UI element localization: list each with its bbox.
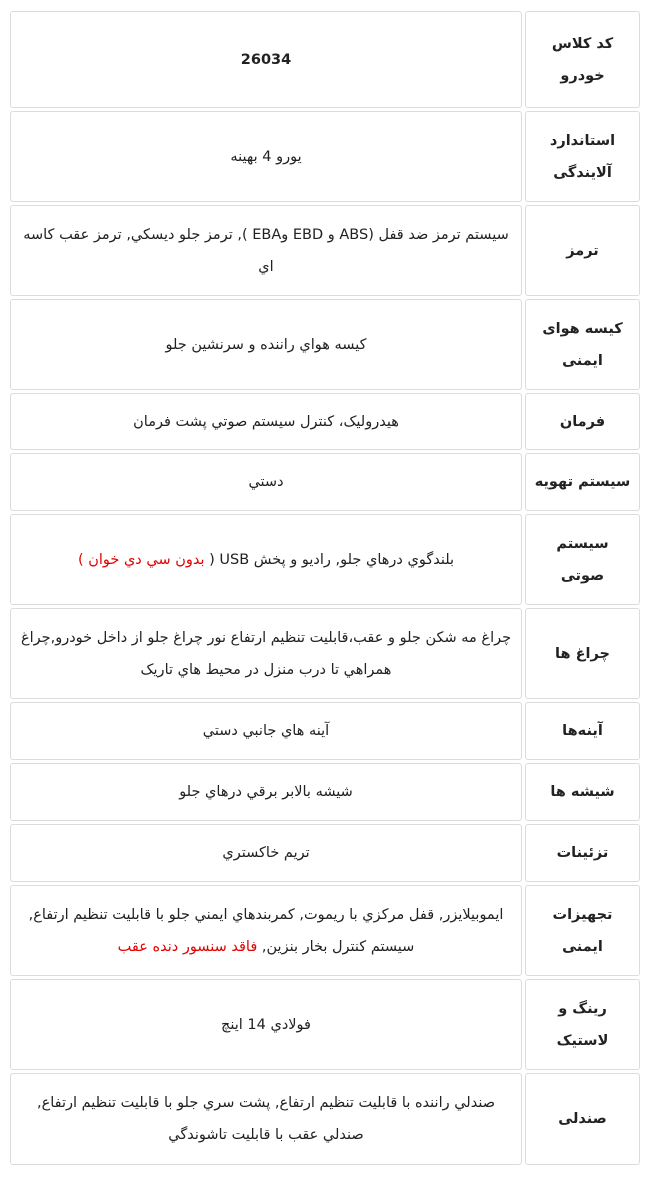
spec-row-windows <box>10 763 640 821</box>
spec-value: صندلي راننده با قابليت تنظيم ارتفاع, پشت سري جلو با قابليت تنظيم ارتفاع, صندلي عقب با قابليت تاشوندگي <box>10 1073 522 1165</box>
spec-row-trim <box>10 824 640 882</box>
spec-value: دستي <box>10 453 522 511</box>
spec-row-class-code <box>10 11 640 108</box>
spec-value: شيشه بالابر برقي درهاي جلو <box>10 763 522 821</box>
spec-row-airbags <box>10 299 640 390</box>
spec-label: آینه‌ها <box>525 702 640 760</box>
spec-value: فولادي 14 اينچ <box>10 979 522 1070</box>
spec-row-lights <box>10 608 640 699</box>
spec-label: تزئینات <box>525 824 640 882</box>
spec-value: کيسه هواي راننده و سرنشين جلو <box>10 299 522 390</box>
spec-row-audio <box>10 514 640 605</box>
spec-value: چراغ مه شکن جلو و عقب،قابليت تنظيم ارتفاع نور چراغ جلو از داخل خودرو,چراغ همراهي تا درب منزل در محيط هاي تاريک <box>10 608 522 699</box>
spec-label: کیسه هوای ایمنی <box>525 299 640 390</box>
spec-row-safety <box>10 885 640 976</box>
spec-value: یورو 4 بهینه <box>10 111 522 202</box>
spec-value: سيستم ترمز ضد قفل (ABS و EBD وEBA ), ترمز جلو ديسکي, ترمز عقب کاسه اي <box>10 205 522 296</box>
spec-row-steering <box>10 393 640 450</box>
spec-value: تريم خاکستري <box>10 824 522 882</box>
spec-label: کد کلاس خودرو <box>525 11 640 108</box>
spec-label: چراغ ها <box>525 608 640 699</box>
spec-value-suffix: ) <box>77 551 84 568</box>
spec-label: ترمز <box>525 205 640 296</box>
spec-value: 26034 <box>10 11 522 108</box>
spec-label: استاندارد آلایندگی <box>525 111 640 202</box>
spec-row-mirrors <box>10 702 640 760</box>
spec-value <box>10 885 522 976</box>
spec-label: سیستم تهویه <box>525 453 640 511</box>
spec-label: فرمان <box>525 393 640 450</box>
spec-row-seats <box>10 1073 640 1165</box>
spec-value-warning: فاقد سنسور دنده عقب <box>117 938 258 955</box>
spec-value-warning: بدون سي دي خوان <box>88 551 205 568</box>
spec-label: تجهیزات ایمنی <box>525 885 640 976</box>
spec-value: هيدروليک، کنترل سيستم صوتي پشت فرمان <box>10 393 522 450</box>
spec-label: شیشه ها <box>525 763 640 821</box>
spec-row-wheels <box>10 979 640 1070</box>
spec-value-text: ايموبيلايزر, قفل مرکزي با ريموت, کمربندهاي ايمني جلو با قابليت تنظيم ارتفاع, سيستم کنترل بخار بنزين, <box>28 906 504 955</box>
spec-row-emission <box>10 111 640 202</box>
spec-label: صندلی <box>525 1073 640 1165</box>
spec-value-text: بلندگوي درهاي جلو, راديو و پخش USB ( <box>209 551 455 568</box>
spec-label: رینگ و لاستیک <box>525 979 640 1070</box>
spec-value: آينه هاي جانبي دستي <box>10 702 522 760</box>
car-spec-table <box>7 8 643 1168</box>
spec-row-brakes <box>10 205 640 296</box>
spec-label: سیستم صوتی <box>525 514 640 605</box>
spec-row-ventilation <box>10 453 640 511</box>
spec-value <box>10 514 522 605</box>
